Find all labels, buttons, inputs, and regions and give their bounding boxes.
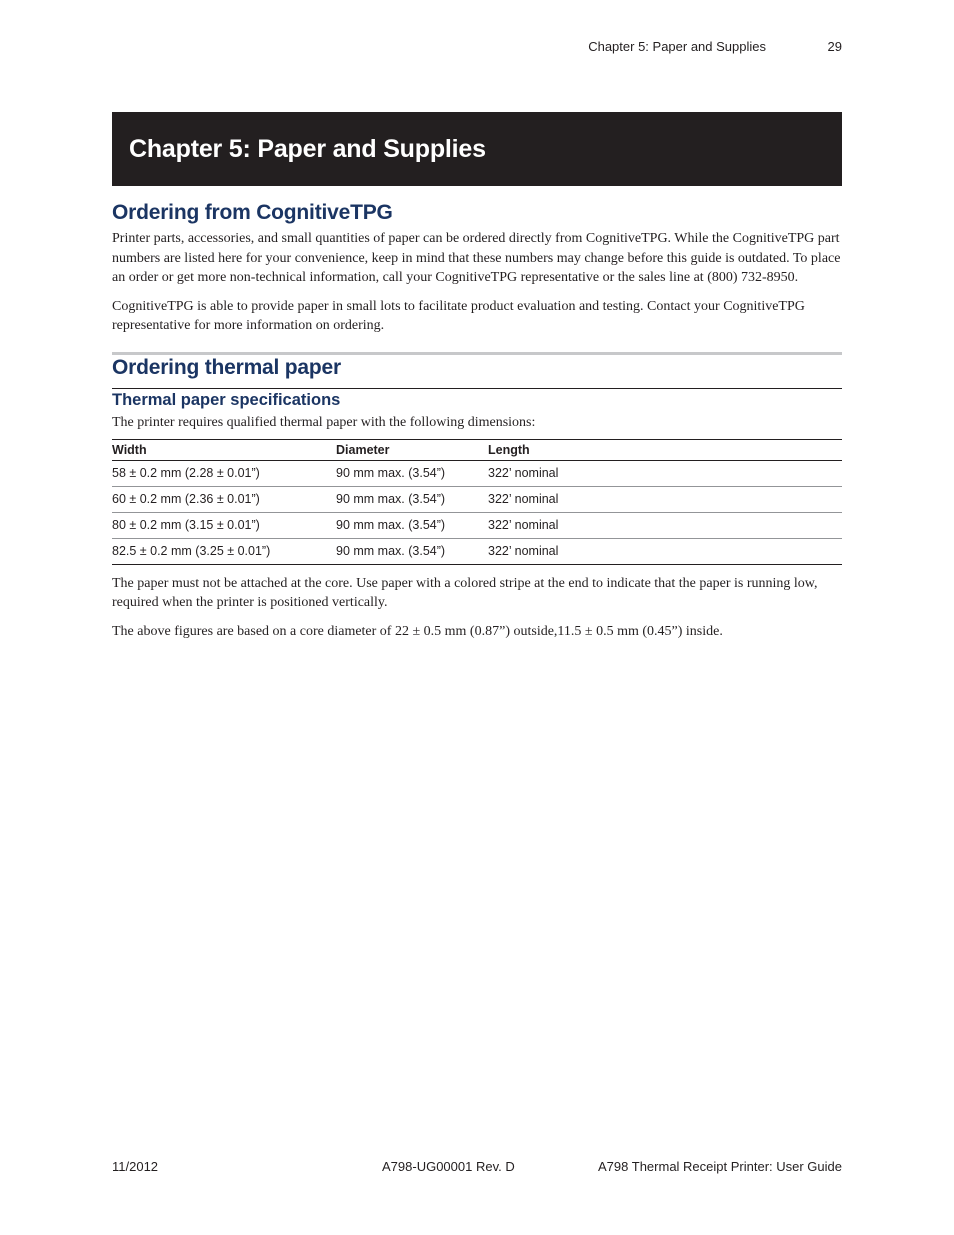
core-diameter-note: The above figures are based on a core diameter of 22 ± 0.5 mm (0.87”) outside,11.5 ± 0.5 mm (0.45”) inside. [112,623,723,639]
ordering-paragraph-2: CognitiveTPG is able to provide paper in small lots to facilitate product evaluation and testing. Contact your CognitiveTPG representative for more information on ordering. [112,298,805,334]
chapter-banner [112,112,842,186]
cell-length: 322’ nominal [488,518,559,533]
chapter-title: Chapter 5: Paper and Supplies [129,134,486,163]
table-header-row [112,439,842,460]
section-heading-thermal: Ordering thermal paper [112,355,341,379]
cell-length: 322’ nominal [488,544,559,559]
page-number: 29 [827,39,842,54]
table-row [112,512,842,538]
cell-length: 322’ nominal [488,466,559,481]
cell-length: 322’ nominal [488,492,559,507]
footer-document-number: A798-UG00001 Rev. D [382,1159,515,1174]
cell-diameter: 90 mm max. (3.54”) [336,544,446,559]
subheading-specifications: Thermal paper specifications [112,390,341,409]
section-heading-underline [112,388,842,389]
running-header [112,39,842,57]
cell-width: 80 ± 0.2 mm (3.15 ± 0.01”) [112,518,260,533]
page-content [112,198,842,641]
page-footer [112,1159,842,1177]
table-row [112,486,842,512]
table-row [112,538,842,564]
column-header-length: Length [488,442,530,457]
section-divider [112,352,842,355]
footer-guide-title: A798 Thermal Receipt Printer: User Guide [598,1159,842,1174]
cell-width: 58 ± 0.2 mm (2.28 ± 0.01”) [112,466,260,481]
running-header-title: Chapter 5: Paper and Supplies [588,39,766,54]
cell-diameter: 90 mm max. (3.54”) [336,466,446,481]
core-attachment-note: The paper must not be attached at the core. Use paper with a colored stripe at the end to indicate that the paper is running low, required when the printer is positioned vertically. [112,575,818,611]
specifications-intro: The printer requires qualified thermal paper with the following dimensions: [112,414,536,430]
footer-date: 11/2012 [112,1159,159,1174]
column-header-width: Width [112,442,147,457]
paper-specifications-table [112,439,842,565]
section-heading-ordering: Ordering from CognitiveTPG [112,201,393,224]
ordering-paragraph-1: Printer parts, accessories, and small quantities of paper can be ordered directly from CognitiveTPG. While the CognitiveTPG part numbers are listed here for your convenience, keep in mind that these numbers may change before this guide is outdated. To place an order or get more non-technical information, call your CognitiveTPG representative or the sales line at (800) 732-8950. [112,231,841,286]
cell-width: 60 ± 0.2 mm (2.36 ± 0.01”) [112,492,260,507]
cell-diameter: 90 mm max. (3.54”) [336,492,446,507]
cell-diameter: 90 mm max. (3.54”) [336,518,446,533]
column-header-diameter: Diameter [336,442,390,457]
table-row [112,460,842,486]
cell-width: 82.5 ± 0.2 mm (3.25 ± 0.01”) [112,544,271,559]
